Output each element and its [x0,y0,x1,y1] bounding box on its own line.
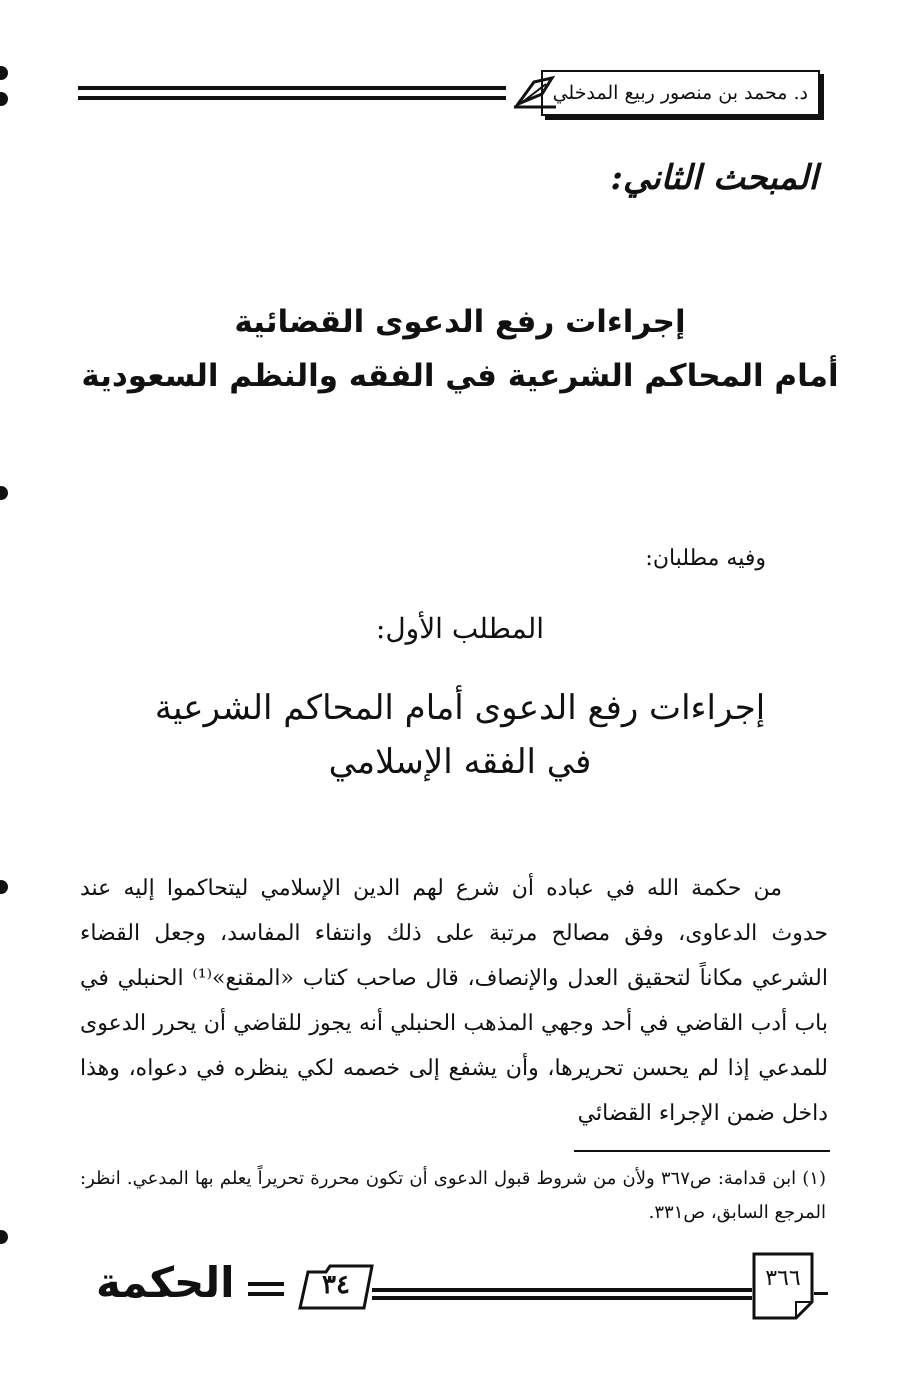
binding-dot [0,1230,8,1244]
issue-number: ٣٤ [322,1270,350,1300]
body-text [80,866,828,1136]
binding-dot [0,92,8,106]
main-title-line1: إجراءات رفع الدعوى القضائية [234,304,686,340]
binding-dot [0,486,8,500]
footer-separator [248,1282,284,1296]
section-label: المبحث الثاني: [610,158,818,198]
footnote-text: (١) ابن قدامة: ص٣٦٧ ولأن من شروط قبول الدعوى أن تكون محررة تحريراً يعلم بها المدعي. انظر: المرجع السابق، ص٣٣١. [80,1168,826,1223]
intro-text: وفيه مطلبان: [645,546,766,571]
footer-rule-tail [814,1292,828,1295]
main-title-line2: أمام المحاكم الشرعية في الفقه والنظم السعودية [81,358,839,394]
sub-title-line2: في الفقه الإسلامي [328,742,592,782]
binding-dot [0,66,8,80]
header-rule [78,86,506,100]
journal-logo: الحكمة [96,1258,235,1307]
body-paragraph: من حكمة الله في عباده أن شرع لهم الدين الإسلامي ليتحاكموا إليه عند حدوث الدعاوى، وفق مصالح مرتبة على ذلك وانتفاء المفاسد، وجعل القضاء الشرعي مكاناً لتحقيق العدل والإنصاف، قال صاحب كتاب «المقنع»⁽¹⁾ الحنبلي في باب أدب القاضي في أحد وجهي المذهب الحنبلي أنه يجوز للقاضي أن يحرر الدعوى للمدعي إذا لم يحسن تحريرها، وأن يشفع إلى خصمه لكي ينظره في دعواه، وهذا داخل ضمن الإجراء القضائي [80,876,828,1126]
binding-dot [0,880,8,894]
sub-title-line1: إجراءات رفع الدعوى أمام المحاكم الشرعية [154,688,766,728]
page-number: ٣٦٦ [765,1266,801,1291]
footnote-rule [574,1150,830,1152]
footer-rule [372,1288,752,1300]
footnote [80,1162,826,1230]
requirement-label: المطلب الأول: [375,612,545,645]
author-name: د. محمد بن منصور ربيع المدخلي [541,70,820,116]
quill-icon [512,74,558,110]
